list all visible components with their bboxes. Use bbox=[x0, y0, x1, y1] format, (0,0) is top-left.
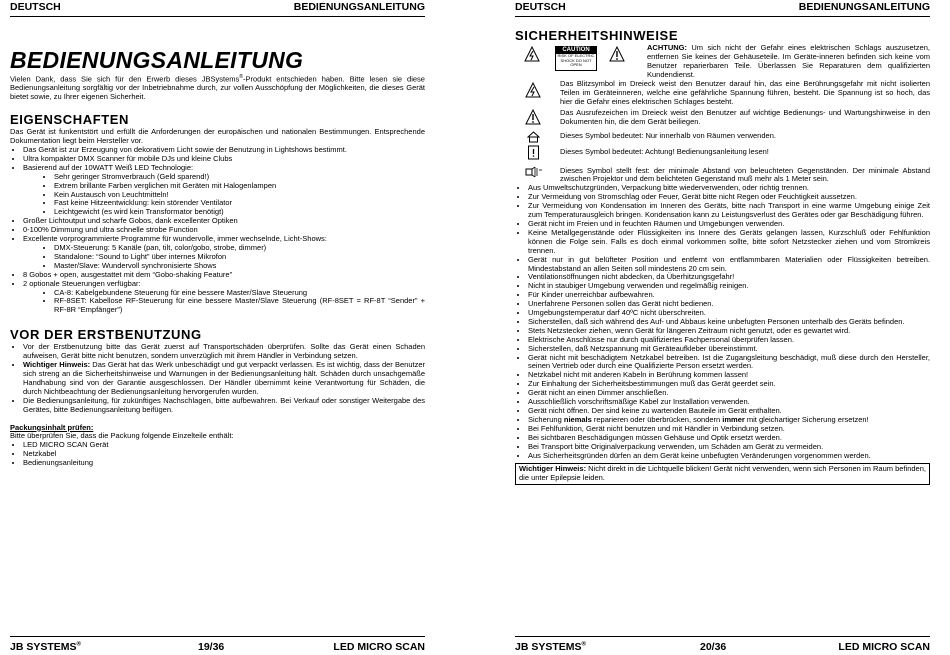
list-item: • Bei Fehlfunktion, Gerät nicht benutzen und mit Händler in Verbindung setzen. bbox=[528, 425, 930, 434]
bolt-text: Das Blitzsymbol im Dreieck weist den Benutzer darauf hin, das eine Berührungsgefahr mit nicht isolierten Teilen im Geräteinneren, welche eine gefährliche Spannung führen, besteht. Die Spannung ist so hoch, das hier die Gefahr eines elektrischen Schlages besteht. bbox=[560, 79, 930, 106]
exclamation-triangle-icon bbox=[609, 46, 625, 65]
list-item: • Gerät nicht im Freien und in feuchten Räumen und Umgebungen verwenden. bbox=[528, 220, 930, 229]
list-item: • Bei Transport bitte Originalverpackung verwenden, um Schäden am Gerät zu vermeiden. bbox=[528, 443, 930, 452]
intro-paragraph: Vielen Dank, dass Sie sich für den Erwerb dieses JBSystems®-Produkt entschieden haben. Bitte lesen sie diese Bedienungsanleitung sorgfältig vor der Inbetriebnahme durch, zur vollen Ausschöpfung der Möglichkeiten, die dieses Gerät bietet sowie, zu Ihrer eigenen Sicherheit. bbox=[10, 74, 425, 102]
safety-heading: SICHERHEITSHINWEISE bbox=[515, 28, 679, 43]
list-item: • DMX-Steuerung: 5 Kanäle (pan, tilt, color/gobo, strobe, dimmer) bbox=[54, 244, 425, 253]
before-use-list bbox=[10, 343, 425, 414]
list-item: • Zur Vermeidung von Kondensation im Inneren des Geräts, bitte nach Transport in eine warme Umgebung einige Zeit zum Temperaturausgleich bringen. Kondensation kann zu Leistungsverlust des Gerätes oder gar Beschädigung führen. bbox=[528, 202, 930, 220]
list-item: • Vor der Erstbenutzung bitte das Gerät zuerst auf Transportschäden überprüfen. Sollte das Gerät einen Schaden aufweisen, Gerät bitte nicht benutzen, sondern unverzüglich mit ihrem Händler in Verbindung setzen. bbox=[23, 343, 425, 361]
list-item: • Umgebungstemperatur darf 40ºC nicht überschreiten. bbox=[528, 309, 930, 318]
list-item: • Nicht in staubiger Umgebung verwenden und regelmäßig reinigen. bbox=[528, 282, 930, 291]
manual-text: Dieses Symbol bedeutet: Achtung! Bedienungsanleitung lesen! bbox=[560, 146, 769, 156]
list-item: • Sehr geringer Stromverbrauch (Geld sparend!) bbox=[54, 173, 425, 182]
page-body bbox=[10, 27, 425, 468]
page-left bbox=[10, 0, 450, 654]
page-header bbox=[10, 0, 425, 17]
led-sublist bbox=[10, 173, 425, 218]
list-item: • Sicherstellen, daß Netzspannung mit Geräteaufkleber übereinstimmt. bbox=[528, 345, 930, 354]
list-item: • Stets Netzstecker ziehen, wenn Gerät für längeren Zeitraum nicht genutzt, oder es gewartet wird. bbox=[528, 327, 930, 336]
bolt-note bbox=[515, 80, 930, 107]
header-section: BEDIENUNGSANLEITUNG bbox=[293, 1, 425, 13]
exclamation-triangle-icon bbox=[525, 109, 541, 128]
footer-brand: JB SYSTEMS® bbox=[10, 641, 81, 653]
distance-icon bbox=[525, 167, 543, 180]
features-list-3 bbox=[10, 271, 425, 289]
list-item: • 8 Gobos + open, ausgestattet mit dem “Gobo-shaking Feature” bbox=[23, 271, 425, 280]
caution-text: ACHTUNG: Um sich nicht der Gefahr eines elektrischen Schlags auszusetzen, entfernen Sie keines der Gehäuseteile. Im Geräte-inneren befinden sich keine vom Benutzer reparierbaren Teile. Überlassen Sie Reparaturen dem qualifizierten Kundendienst. bbox=[647, 43, 930, 79]
list-item: • Zur Einhaltung der Sicherheitsbestimmungen muß das Gerät geerdet sein. bbox=[528, 380, 930, 389]
controller-sublist bbox=[10, 289, 425, 316]
list-item: • 2 optionale Steuerungen verfügbar: bbox=[23, 280, 425, 289]
safety-list bbox=[515, 184, 930, 460]
list-item: • Ventilationsöffnungen nicht abdecken, da Überhitzungsgefahr! bbox=[528, 273, 930, 282]
caution-label: CAUTION RISK OF ELECTRIC SHOCK DO NOT OPEN bbox=[555, 46, 597, 71]
list-item: • RF-8SET: Kabellose RF-Steuerung für eine bessere Master/Slave Steuerung (RF-8SET = RF-8T “Sender” + RF-8R “Empfänger”) bbox=[54, 297, 425, 315]
footer-page-number: 19/36 bbox=[198, 641, 225, 653]
list-item: • Sicherstellen, daß sich während des Auf- und Abbaus keine unbefugten Personen unterhalb des Geräts befinden. bbox=[528, 318, 930, 327]
list-item: • CA-8: Kabelgebundene Steuerung für eine bessere Master/Slave Steuerung bbox=[54, 289, 425, 298]
house-icon bbox=[527, 131, 540, 146]
page-title: BEDIENUNGSANLEITUNG bbox=[10, 47, 304, 73]
list-item: • LED MICRO SCAN Gerät bbox=[23, 441, 425, 450]
list-item: • Gerät nicht öffnen. Der sind keine zu wartenden Bauteile im Gerät enthalten. bbox=[528, 407, 930, 416]
features-list bbox=[10, 146, 425, 173]
list-item: • Netzkabel nicht mit anderen Kabeln in Berührung kommen lassen! bbox=[528, 371, 930, 380]
footer-page-number: 20/36 bbox=[700, 641, 727, 653]
lightning-triangle-icon bbox=[525, 82, 541, 101]
list-item: • Fast keine Hitzeentwicklung: kein störender Ventilator bbox=[54, 199, 425, 208]
list-item: • Ausschließlich vorschriftsmäßige Kabel zur Installation verwenden. bbox=[528, 398, 930, 407]
list-item: • Zur Vermeidung von Stromschlag oder Feuer, Gerät bitte nicht Regen oder Feuchtigkeit aussetzen. bbox=[528, 193, 930, 202]
book-icon bbox=[527, 145, 540, 163]
list-item: • Kein Austausch von Leuchtmitteln! bbox=[54, 191, 425, 200]
exclamation-note bbox=[515, 109, 930, 127]
header-language: DEUTSCH bbox=[515, 1, 566, 13]
header-language: DEUTSCH bbox=[10, 1, 61, 13]
list-item: • Bei sichtbaren Beschädigungen müssen Gehäuse und Optik ersetzt werden. bbox=[528, 434, 930, 443]
important-note-box: Wichtiger Hinweis: Nicht direkt in die Lichtquelle blicken! Gerät nicht verwenden, wenn sich Personen im Raum befinden, die unter Epilepsie leiden. bbox=[515, 463, 930, 485]
footer-brand: JB SYSTEMS® bbox=[515, 641, 586, 653]
list-item: • Ultra kompakter DMX Scanner für mobile DJs und kleine Clubs bbox=[23, 155, 425, 164]
exclamation-text: Das Ausrufezeichen im Dreieck weist den Benutzer auf wichtige Bedienungs- und Wartungshinweise in den Dokumenten hin, die dem Gerät beiliegen. bbox=[560, 107, 930, 126]
header-section: BEDIENUNGSANLEITUNG bbox=[798, 1, 930, 13]
list-item: • Das Gerät ist zur Erzeugung von dekorativem Licht sowie der Benutzung in Lightshows bestimmt. bbox=[23, 146, 425, 155]
distance-text: Dieses Symbol stellt fest: der minimale Abstand von beleuchteten Gegenständen. Der minimale Abstand zwischen Projektor und dem belichteten Gegenstand muß mehr als 1 Meter sein. bbox=[560, 165, 930, 184]
features-heading: EIGENSCHAFTEN bbox=[10, 112, 130, 128]
list-item: • Für Kinder unerreichbar aufbewahren. bbox=[528, 291, 930, 300]
distance-note bbox=[515, 167, 930, 185]
package-heading: Packungsinhalt prüfen: bbox=[10, 422, 94, 432]
page-footer bbox=[515, 636, 930, 655]
list-item: • Gerät nur in gut belüfteter Position und entfernt von entflammbaren Materialien oder Flüssigkeiten betreiben. Mindestabstand an allen Seiten soll mindestens 20 cm sein. bbox=[528, 256, 930, 274]
list-item: • Master/Slave: Wundervoll synchronisierte Shows bbox=[54, 262, 425, 271]
list-item: • Wichtiger Hinweis: Das Gerät hat das Werk unbeschädigt und gut verpackt verlassen. Es ist wichtig, dass der Benutzer sich streng an die Sicherheitshinweise und Warnungen in der Bedienungsanleitung hält. Schäden durch unsachgemäße Handhabung sind von der Garantie ausgeschlossen. Der Händler übernimmt keine Verantwortung für Schäden, die durch Nichtbeachtung der Bedienungsanleitung hervorgerufen wurden. bbox=[23, 361, 425, 397]
list-item: • Leichtgewicht (es wird kein Transformator benötigt) bbox=[54, 208, 425, 217]
list-item: • Keine Metallgegenstände oder Flüssigkeiten ins Innere des Geräts gelangen lassen, Kurzschluß oder Fehlfunktion können die Folge sein. Falls es doch einmal vorkommen sollte, bitte sofort Netzstecker ziehen und vom Stromkreis trennen. bbox=[528, 229, 930, 256]
list-item: • Standalone: “Sound to Light” über internes Mikrofon bbox=[54, 253, 425, 262]
program-sublist bbox=[10, 244, 425, 271]
page-right bbox=[515, 0, 950, 654]
list-item: • Basierend auf der 10WATT Weiß LED Technologie: bbox=[23, 164, 425, 173]
caution-block bbox=[515, 44, 930, 79]
page-footer bbox=[10, 636, 425, 655]
page-body bbox=[515, 28, 930, 485]
footer-product: LED MICRO SCAN bbox=[838, 641, 930, 653]
indoor-note bbox=[515, 132, 930, 144]
features-intro: Das Gerät ist funkentstört und erfüllt die Anforderungen der europäischen und nationalen Bestimmungen. Entsprechende Dokumentation liegt beim Hersteller vor. bbox=[10, 127, 425, 146]
before-use-heading: VOR DER ERSTBENUTZUNG bbox=[10, 327, 202, 343]
footer-product: LED MICRO SCAN bbox=[333, 641, 425, 653]
list-item: • Excellente vorprogrammierte Programme für wundervolle, immer wechselnde, Licht-Shows: bbox=[23, 235, 425, 244]
list-item: • Netzkabel bbox=[23, 450, 425, 459]
list-item: • Gerät nicht an einen Dimmer anschließen. bbox=[528, 389, 930, 398]
list-item: • Gerät nicht mit beschädigtem Netzkabel betreiben. Ist die Zugangsleitung beschädigt, muß diese durch den Hersteller, seinen Vertrieb oder durch eine Qualifizierte Person ersetzt werden. bbox=[528, 354, 930, 372]
manual-note bbox=[515, 148, 930, 162]
indoor-text: Dieses Symbol bedeutet: Nur innerhalb von Räumen verwenden. bbox=[560, 130, 776, 140]
package-list bbox=[10, 441, 425, 468]
list-item: • Elektrische Anschlüsse nur durch qualifiziertes Fachpersonal überprüfen lassen. bbox=[528, 336, 930, 345]
lightning-triangle-icon bbox=[524, 46, 540, 65]
list-item: • Aus Sicherheitsgründen dürfen an dem Gerät keine unbefugten Veränderungen vorgenommen werden. bbox=[528, 452, 930, 461]
list-item: • Bedienungsanleitung bbox=[23, 459, 425, 468]
list-item: • Unerfahrene Personen sollen das Gerät nicht bedienen. bbox=[528, 300, 930, 309]
list-item: • Sicherung niemals reparieren oder überbrücken, sondern immer mit gleichartiger Sicherung ersetzen! bbox=[528, 416, 930, 425]
page-header bbox=[515, 0, 930, 17]
package-intro: Bitte überprüfen Sie, dass die Packung folgende Einzelteile enthält: bbox=[10, 431, 234, 441]
features-list-2 bbox=[10, 217, 425, 244]
list-item: • Extrem brillante Farben verglichen mit Geräten mit Halogenlampen bbox=[54, 182, 425, 191]
list-item: • Die Bedienungsanleitung, für zukünftiges Nachschlagen, bitte aufbewahren. Bei Verkauf oder sonstiger Weitergabe des Gerätes, bitte Bedienungsanleitung beifügen. bbox=[23, 397, 425, 415]
list-item: • 0-100% Dimmung und ultra schnelle strobe Function bbox=[23, 226, 425, 235]
list-item: • Großer Lichtoutput und scharfe Gobos, dank excellenter Optiken bbox=[23, 217, 425, 226]
list-item: • Aus Umweltschutzgründen, Verpackung bitte wiederverwenden, oder richtig trennen. bbox=[528, 184, 930, 193]
